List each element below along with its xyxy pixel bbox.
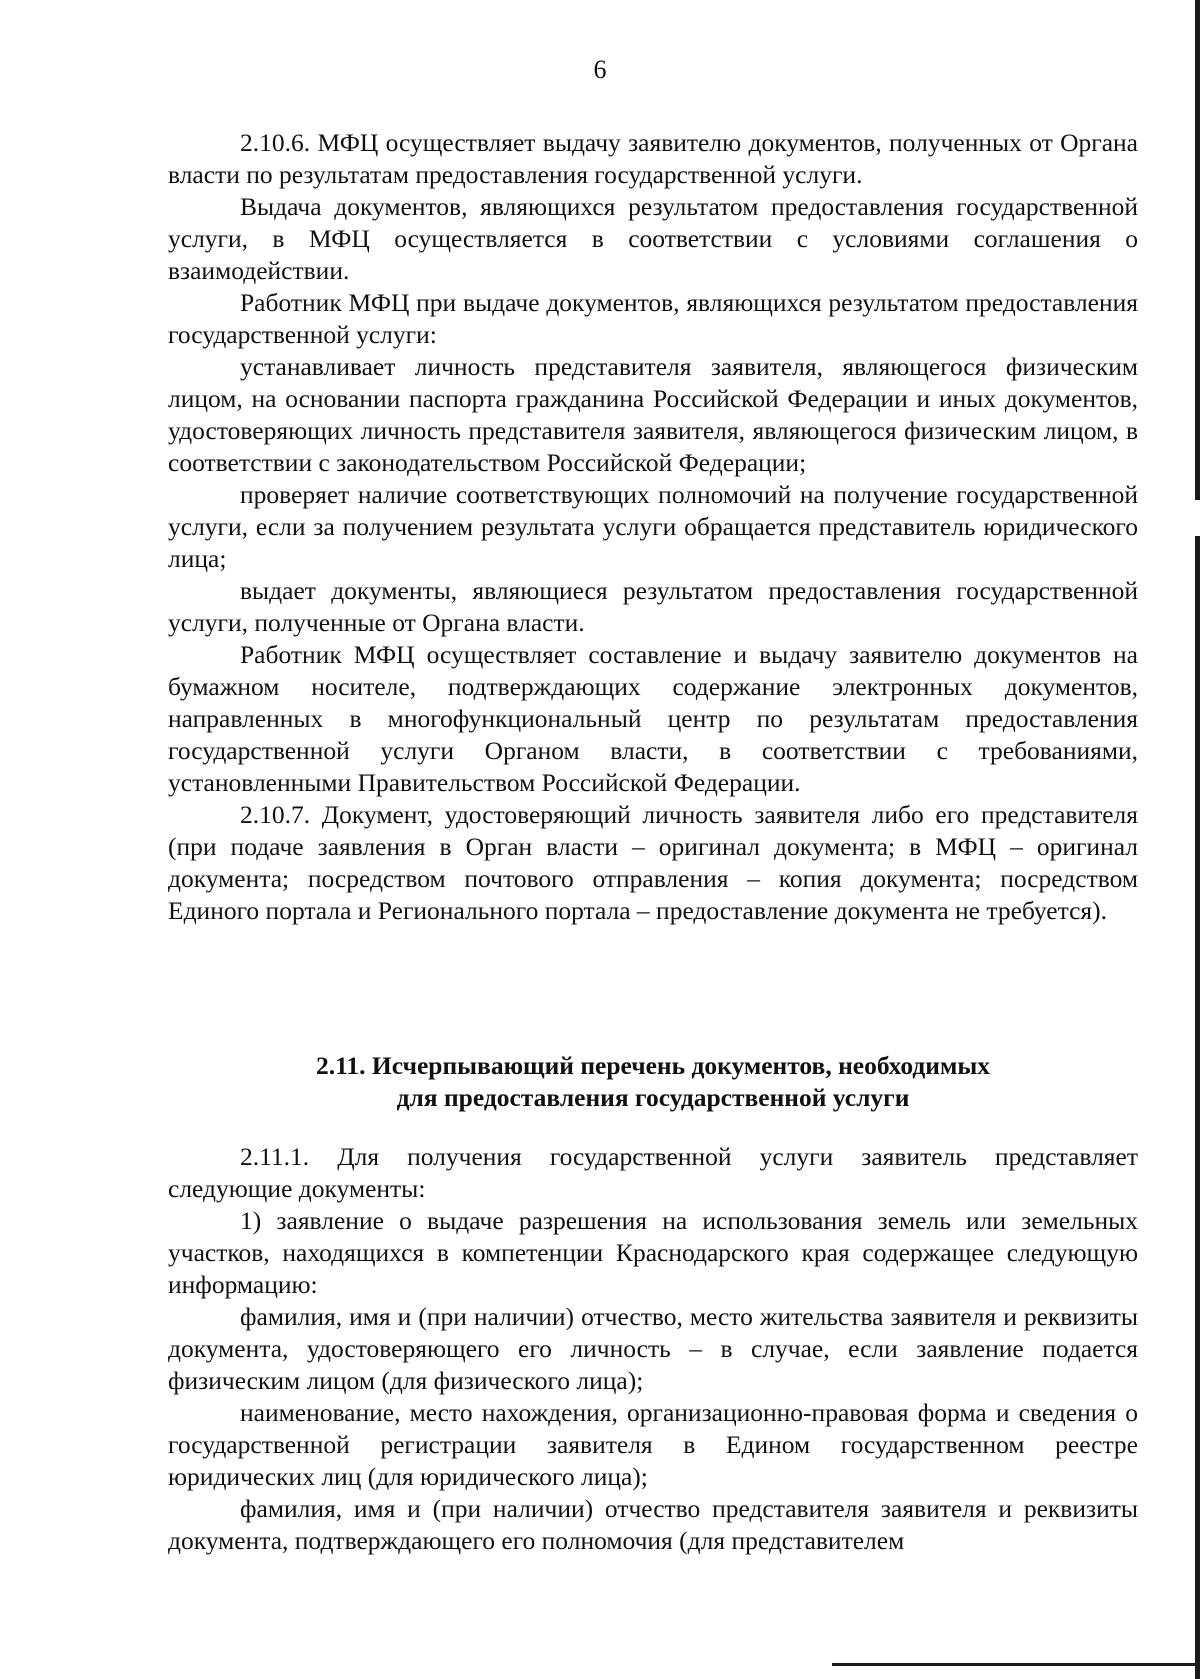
paragraph-individual-info: фамилия, имя и (при наличии) отчество, место жительства заявителя и реквизиты документа, удостоверяющего его личность – в случае, если заявление подается физическим лицом (для физического лица); xyxy=(168,1302,1138,1395)
section-heading-line-1: 2.11. Исчерпывающий перечень документов, необходимых xyxy=(315,1051,991,1080)
scan-edge-gap xyxy=(1195,500,1200,536)
body-text-bottom xyxy=(168,1141,1138,1557)
paragraph-item-1: 1) заявление о выдаче разрешения на использования земель или земельных участков, находящихся в компетенции Краснодарского края содержащее следующую информацию: xyxy=(168,1206,1138,1299)
paragraph-paper-documents: Работник МФЦ осуществляет составление и выдачу заявителю документов на бумажном носителе, подтверждающих содержание электронных документов, направленных в многофункциональный центр по результатам предоставления государственной услуги Органом власти, в соответствии с требованиями, установленными Правительством Российской Федерации. xyxy=(168,640,1138,797)
paragraph-legal-entity-info: наименование, место нахождения, организационно-правовая форма и сведения о государственной регистрации заявителя в Едином государственном реестре юридических лиц (для юридического лица); xyxy=(168,1398,1138,1491)
paragraph-issuance: Выдача документов, являющихся результатом предоставления государственной услуги, в МФЦ осуществляется в соответствии с условиями соглашения о взаимодействии. xyxy=(168,192,1138,285)
paragraph-representative-info: фамилия, имя и (при наличии) отчество представителя заявителя и реквизиты документа, подтверждающего его полномочия (для представителем xyxy=(168,1494,1138,1555)
paragraph-identity: устанавливает личность представителя заявителя, являющегося физическим лицом, на основании паспорта гражданина Российской Федерации и иных документов, удостоверяющих личность представителя заявителя, являющегося физическим лицом, в соответствии с законодательством Российской Федерации; xyxy=(168,352,1138,477)
page-number: 6 xyxy=(593,55,607,84)
paragraph-2-10-6: 2.10.6. МФЦ осуществляет выдачу заявителю документов, полученных от Органа власти по результатам предоставления государственной услуги. xyxy=(168,128,1138,189)
section-heading-2-11 xyxy=(168,1050,1138,1114)
scan-bottom-rule xyxy=(832,1663,1200,1666)
paragraph-2-11-1: 2.11.1. Для получения государственной услуги заявитель представляет следующие документы: xyxy=(168,1142,1138,1203)
paragraph-authority-check: проверяет наличие соответствующих полномочий на получение государственной услуги, если за получением результата услуги обращается представитель юридического лица; xyxy=(168,480,1138,573)
paragraph-mfc-worker: Работник МФЦ при выдаче документов, являющихся результатом предоставления государственной услуги: xyxy=(168,288,1138,349)
paragraph-issue-documents: выдает документы, являющиеся результатом предоставления государственной услуги, полученные от Органа власти. xyxy=(168,576,1138,637)
paragraph-2-10-7: 2.10.7. Документ, удостоверяющий личность заявителя либо его представителя (при подаче заявления в Орган власти – оригинал документа; в МФЦ – оригинал документа; посредством почтового отправления – копия документа; посредством Единого портала и Регионального портала – предоставление документа не требуется). xyxy=(168,800,1138,925)
section-heading-line-2: для предоставления государственной услуги xyxy=(396,1083,910,1112)
body-text-top xyxy=(168,127,1138,927)
scan-right-edge xyxy=(1195,0,1200,1679)
